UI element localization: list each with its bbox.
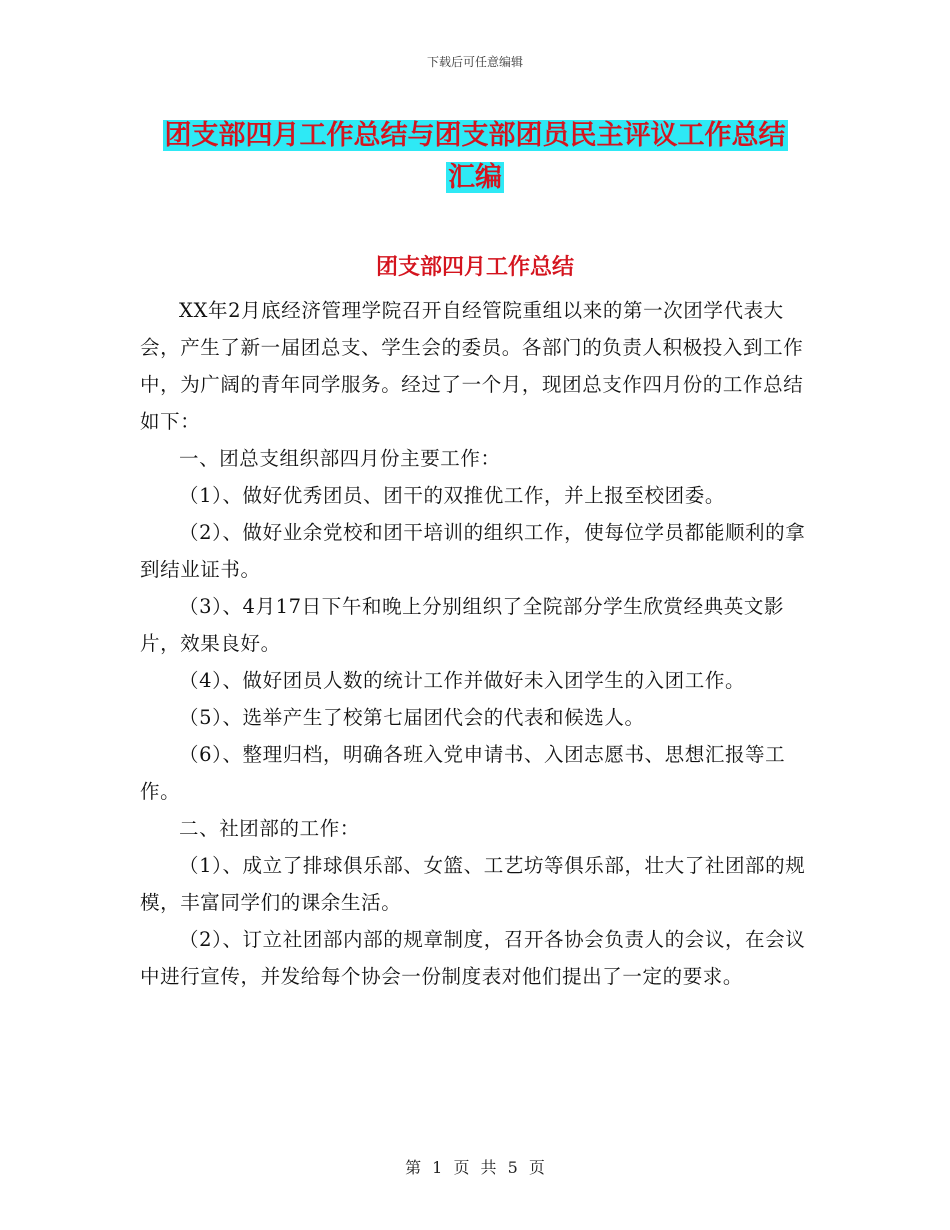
paragraph-item: （2）、订立社团部内部的规章制度，召开各协会负责人的会议，在会议中进行宣传，并发给每个协会一份制度表对他们提出了一定的要求。: [140, 928, 806, 988]
paragraph-item: （1）、做好优秀团员、团干的双推优工作，并上报至校团委。: [179, 484, 725, 507]
paragraph-item: （1）、成立了排球俱乐部、女篮、工艺坊等俱乐部，壮大了社团部的规模，丰富同学们的课余生活。: [140, 854, 806, 914]
page-number-footer: 第 1 页 共 5 页: [405, 1158, 545, 1177]
paragraph-item: （5）、选举产生了校第七届团代会的代表和候选人。: [179, 706, 645, 729]
document-title-line-1: [0, 113, 950, 152]
paragraph-item: （3）、4月17日下午和晚上分别组织了全院部分学生欣赏经典英文影片，效果良好。: [140, 595, 785, 655]
document-title-line-2: [0, 155, 950, 194]
paragraph-heading-clubs: 二、社团部的工作：: [179, 817, 360, 840]
document-title-text-2: 汇编: [448, 162, 502, 193]
paragraph-item: （4）、做好团员人数的统计工作并做好未入团学生的入团工作。: [179, 669, 746, 692]
paragraph-item: （2）、做好业余党校和团干培训的组织工作，使每位学员都能顺利的拿到结业证书。: [140, 521, 806, 581]
document-body: [140, 292, 812, 995]
page-header-note: 下载后可任意编辑: [426, 55, 523, 69]
document-title-text-1: 团支部四月工作总结与团支部团员民主评议工作总结: [164, 120, 786, 151]
paragraph-heading-organization: 一、团总支组织部四月份主要工作：: [179, 447, 501, 470]
paragraph-intro: XX年2月底经济管理学院召开自经管院重组以来的第一次团学代表大会，产生了新一届团总支、学生会的委员。各部门的负责人积极投入到工作中，为广阔的青年同学服务。经过了一个月，现团总支作四月份的工作总结如下：: [140, 299, 804, 433]
section-heading: 团支部四月工作总结: [375, 255, 574, 280]
paragraph-item: （6）、整理归档，明确各班入党申请书、入团志愿书、思想汇报等工作。: [140, 743, 786, 803]
